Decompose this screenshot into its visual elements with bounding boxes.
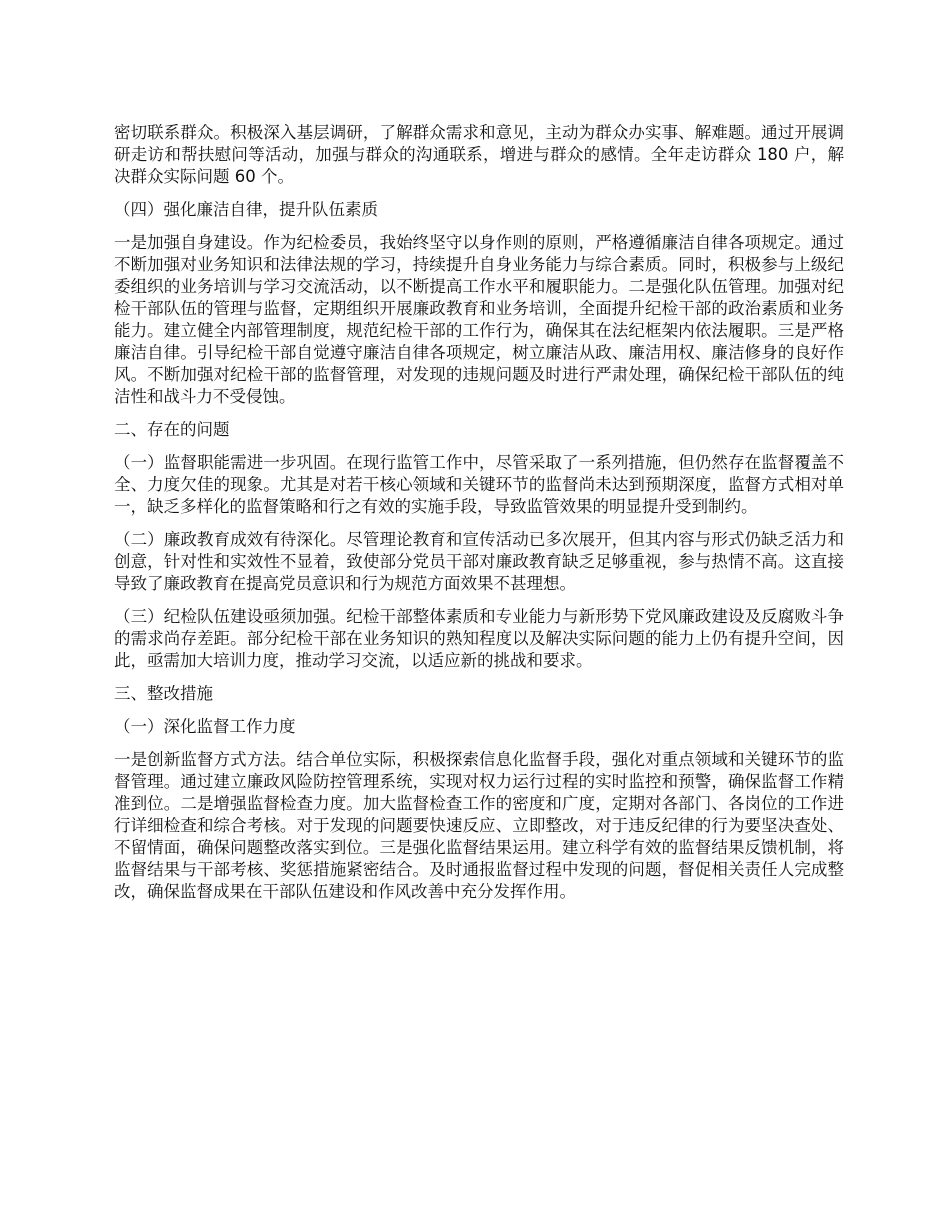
- paragraph-problem-team: （三）纪检队伍建设亟须加强。纪检干部整体素质和专业能力与新形势下党风廉政建设及反腐败斗争的需求尚存差距。部分纪检干部在业务知识的熟知程度以及解决实际问题的能力上仍有提升空间，因此，亟需加大培训力度，推动学习交流，以适应新的挑战和要求。: [114, 607, 844, 670]
- paragraph-problem-supervision: （一）监督职能需进一步巩固。在现行监管工作中，尽管采取了一系列措施，但仍然存在监督覆盖不全、力度欠佳的现象。尤其是对若干核心领域和关键环节的监督尚未达到预期深度，监督方式相对单一，缺乏多样化的监督策略和行之有效的实施手段，导致监管效果的明显提升受到制约。: [114, 453, 844, 516]
- paragraph-self-discipline: 一是加强自身建设。作为纪检委员，我始终坚守以身作则的原则，严格遵循廉洁自律各项规定。通过不断加强对业务知识和法律法规的学习，持续提升自身业务能力与综合素质。同时，积极参与上级纪委组织的业务培训与学习交流活动，以不断提高工作水平和履职能力。二是强化队伍管理。加强对纪检干部队伍的管理与监督，定期组织开展廉政教育和业务培训，全面提升纪检干部的政治素质和业务能力。建立健全内部管理制度，规范纪检干部的工作行为，确保其在法纪框架内依法履职。三是严格廉洁自律。引导纪检干部自觉遵守廉洁自律各项规定，树立廉洁从政、廉洁用权、廉洁修身的良好作风。不断加强对纪检干部的监督管理，对发现的违规问题及时进行严肃处理，确保纪检干部队伍的纯洁性和战斗力不受侵蚀。: [114, 233, 844, 406]
- paragraph-supervision-measures: 一是创新监督方式方法。结合单位实际，积极探索信息化监督手段，强化对重点领域和关键环节的监督管理。通过建立廉政风险防控管理系统，实现对权力运行过程的实时监控和预警，确保监督工作精准到位。二是增强监督检查力度。加大监督检查工作的密度和广度，定期对各部门、各岗位的工作进行详细检查和综合考核。对于发现的问题要快速反应、立即整改，对于违反纪律的行为要坚决查处、不留情面，确保问题整改落实到位。三是强化监督结果运用。建立科学有效的监督结果反馈机制，将监督结果与干部考核、奖惩措施紧密结合。及时通报监督过程中发现的问题，督促相关责任人完成整改，确保监督成果在干部队伍建设和作风改善中充分发挥作用。: [114, 750, 844, 901]
- heading-deepen-supervision: （一）深化监督工作力度: [114, 717, 296, 736]
- heading-existing-problems: 二、存在的问题: [114, 420, 230, 439]
- heading-rectification-measures: 三、整改措施: [114, 684, 213, 703]
- paragraph-contact-masses: 密切联系群众。积极深入基层调研，了解群众需求和意见，主动为群众办实事、解难题。通过开展调研走访和帮扶慰问等活动，加强与群众的沟通联系，增进与群众的感情。全年走访群众 180 户，解决群众实际问题 60 个。: [114, 123, 844, 186]
- document-body: [114, 122, 844, 914]
- paragraph-problem-education: （二）廉政教育成效有待深化。尽管理论教育和宣传活动已多次展开，但其内容与形式仍缺乏活力和创意，针对性和实效性不显着，致使部分党员干部对廉政教育缺乏足够重视，参与热情不高。这直接导致了廉政教育在提高党员意识和行为规范方面效果不甚理想。: [114, 530, 844, 593]
- heading-strengthen-integrity: （四）强化廉洁自律，提升队伍素质: [114, 200, 378, 219]
